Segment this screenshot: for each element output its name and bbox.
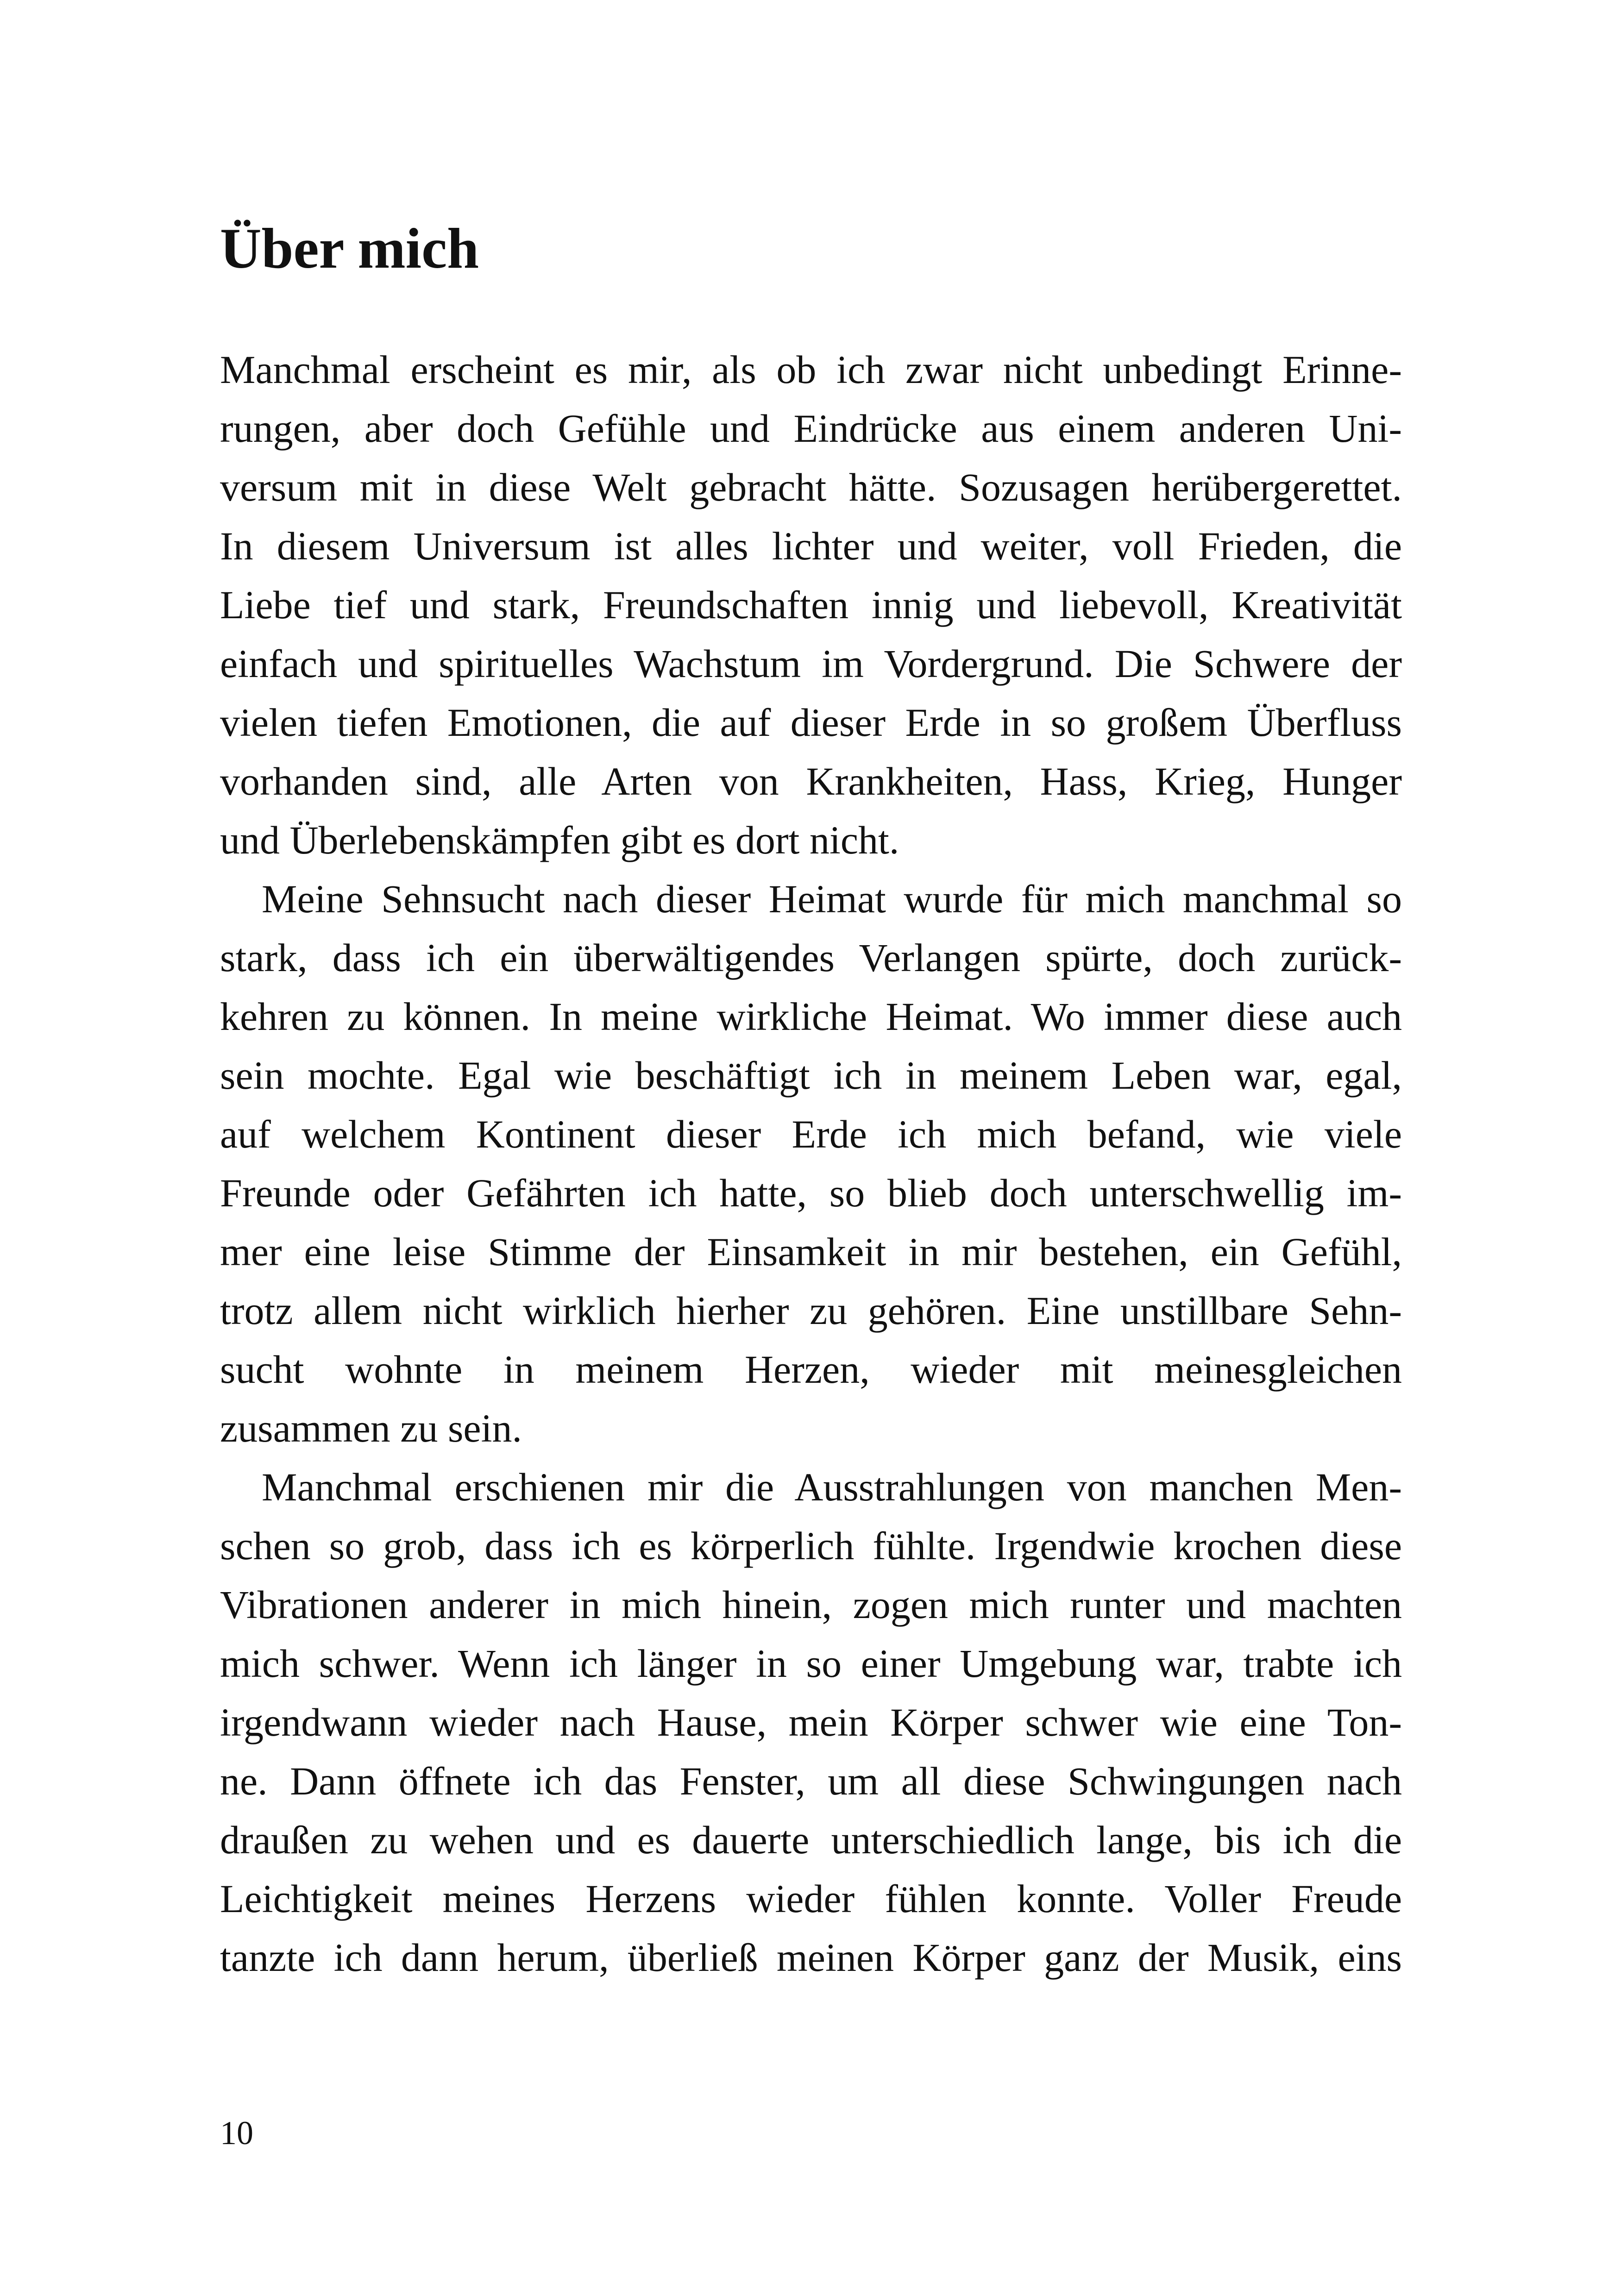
paragraph-3-line: schen so grob, dass ich es körperlich fühlte. Irgendwie krochen diese xyxy=(220,1524,1402,1568)
paragraph-1-line: versum mit in diese Welt gebracht hätte. Sozusagen herübergerettet. xyxy=(220,465,1402,509)
paragraph-1-line: Manchmal erscheint es mir, als ob ich zwar nicht unbedingt Erinne- xyxy=(220,347,1402,392)
paragraph-3-line: tanzte ich dann herum, überließ meinen Körper ganz der Musik, eins xyxy=(220,1935,1402,1980)
paragraph-3-line: Manchmal erschienen mir die Ausstrahlungen von manchen Men- xyxy=(262,1465,1402,1509)
paragraph-2-line: trotz allem nicht wirklich hierher zu gehören. Eine unstillbare Sehn- xyxy=(220,1288,1402,1333)
paragraph-2-line: sein mochte. Egal wie beschäftigt ich in meinem Leben war, egal, xyxy=(220,1053,1402,1098)
paragraph-1-line: vielen tiefen Emotionen, die auf dieser Erde in so großem Überfluss xyxy=(220,700,1402,745)
paragraph-3-line: mich schwer. Wenn ich länger in so einer Umgebung war, trabte ich xyxy=(220,1641,1402,1686)
paragraph-2-line: auf welchem Kontinent dieser Erde ich mich befand, wie viele xyxy=(220,1112,1402,1156)
paragraph-3-line: Leichtigkeit meines Herzens wieder fühlen konnte. Voller Freude xyxy=(220,1876,1402,1921)
paragraph-2-line: mer eine leise Stimme der Einsamkeit in mir bestehen, ein Gefühl, xyxy=(220,1230,1402,1274)
paragraph-1-line: einfach und spirituelles Wachstum im Vordergrund. Die Schwere der xyxy=(220,641,1402,686)
paragraph-3-line: draußen zu wehen und es dauerte unterschiedlich lange, bis ich die xyxy=(220,1818,1402,1862)
paragraph-2-line: Meine Sehnsucht nach dieser Heimat wurde für mich manchmal so xyxy=(262,877,1402,921)
paragraph-3-line: ne. Dann öffnete ich das Fenster, um all diese Schwingungen nach xyxy=(220,1759,1402,1803)
paragraph-2-line: sucht wohnte in meinem Herzen, wieder mit meinesgleichen xyxy=(220,1347,1402,1392)
paragraph-2-line: Freunde oder Gefährten ich hatte, so blieb doch unterschwellig im- xyxy=(220,1171,1402,1215)
paragraph-1-line: rungen, aber doch Gefühle und Eindrücke aus einem anderen Uni- xyxy=(220,406,1402,451)
paragraph-1-line: vorhanden sind, alle Arten von Krankheiten, Hass, Krieg, Hunger xyxy=(220,759,1402,803)
paragraph-1-line: Liebe tief und stark, Freundschaften innig und liebevoll, Kreativität xyxy=(220,583,1402,627)
paragraph-1-line: In diesem Universum ist alles lichter und weiter, voll Frieden, die xyxy=(220,524,1402,568)
body-text xyxy=(220,340,1402,1987)
paragraph-2-line: kehren zu können. In meine wirkliche Heimat. Wo immer diese auch xyxy=(220,994,1402,1039)
paragraph-3-line: Vibrationen anderer in mich hinein, zogen mich runter und machten xyxy=(220,1582,1402,1627)
paragraph-2-line: zusammen zu sein. xyxy=(220,1406,522,1450)
paragraph-1-line: und Überlebenskämpfen gibt es dort nicht. xyxy=(220,818,899,862)
paragraph-2-line: stark, dass ich ein überwältigendes Verlangen spürte, doch zurück- xyxy=(220,935,1402,980)
chapter-title: Über mich xyxy=(220,217,479,280)
paragraph-3-line: irgendwann wieder nach Hause, mein Körper schwer wie eine Ton- xyxy=(220,1700,1402,1744)
page-number: 10 xyxy=(220,2114,253,2152)
